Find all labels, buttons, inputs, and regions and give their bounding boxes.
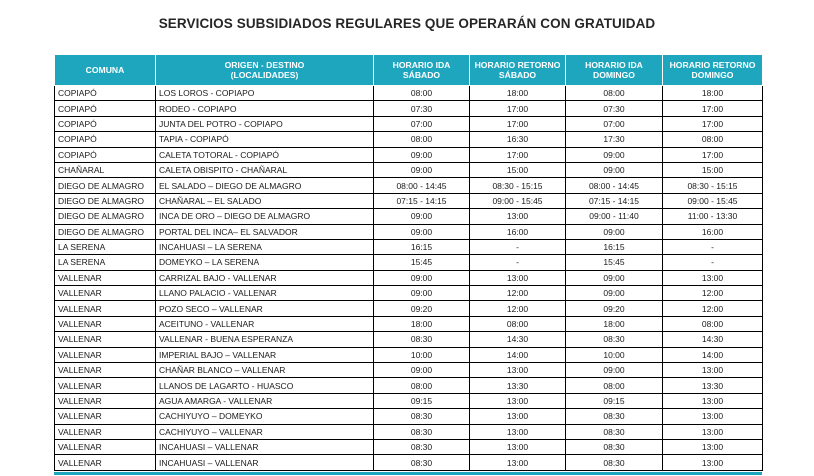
- cell-origen-destino: CHAÑAR BLANCO – VALLENAR: [156, 363, 374, 378]
- cell-ida-domingo: 16:15: [566, 239, 663, 254]
- cell-ida-sabado: 09:20: [374, 301, 470, 316]
- cell-ida-sabado: 15:45: [374, 255, 470, 270]
- cell-ida-domingo: 07:15 - 14:15: [566, 193, 663, 208]
- cell-comuna: VALLENAR: [55, 378, 156, 393]
- cell-retorno-domingo: 13:00: [663, 393, 763, 408]
- cell-comuna: LA SERENA: [55, 255, 156, 270]
- cell-origen-destino: INCA DE ORO – DIEGO DE ALMAGRO: [156, 209, 374, 224]
- cell-ida-domingo: 08:30: [566, 455, 663, 470]
- table-row: [55, 393, 763, 408]
- cell-origen-destino: RODEO - COPIAPO: [156, 101, 374, 116]
- table-row: [55, 332, 763, 347]
- cell-ida-domingo: 09:00: [566, 162, 663, 177]
- cell-comuna: COPIAPÓ: [55, 116, 156, 131]
- cell-ida-sabado: 07:15 - 14:15: [374, 193, 470, 208]
- cell-retorno-sabado: -: [470, 239, 566, 254]
- cell-ida-sabado: 09:00: [374, 270, 470, 285]
- cell-origen-destino: CALETA OBISPITO - CHAÑARAL: [156, 162, 374, 177]
- cell-origen-destino: CARRIZAL BAJO - VALLENAR: [156, 270, 374, 285]
- cell-comuna: VALLENAR: [55, 409, 156, 424]
- cell-comuna: VALLENAR: [55, 316, 156, 331]
- cell-ida-domingo: 08:00: [566, 86, 663, 101]
- table-row: [55, 301, 763, 316]
- cell-origen-destino: JUNTA DEL POTRO - COPIAPO: [156, 116, 374, 131]
- cell-ida-sabado: 07:00: [374, 116, 470, 131]
- cell-retorno-sabado: 18:00: [470, 86, 566, 101]
- cell-ida-sabado: 09:00: [374, 286, 470, 301]
- cell-retorno-domingo: 13:00: [663, 424, 763, 439]
- cell-origen-destino: TAPIA - COPIAPÓ: [156, 132, 374, 147]
- cell-ida-domingo: 08:30: [566, 424, 663, 439]
- cell-retorno-sabado: 09:00 - 15:45: [470, 193, 566, 208]
- cell-comuna: VALLENAR: [55, 393, 156, 408]
- cell-ida-sabado: 08:30: [374, 439, 470, 454]
- cell-origen-destino: CACHIYUYO – DOMEYKO: [156, 409, 374, 424]
- column-header-retorno-domingo: HORARIO RETORNO DOMINGO: [663, 55, 763, 86]
- cell-retorno-sabado: 16:30: [470, 132, 566, 147]
- cell-comuna: VALLENAR: [55, 270, 156, 285]
- table-row: [55, 162, 763, 177]
- cell-retorno-domingo: -: [663, 255, 763, 270]
- table-row: [55, 224, 763, 239]
- cell-retorno-sabado: 13:00: [470, 363, 566, 378]
- cell-comuna: DIEGO DE ALMAGRO: [55, 209, 156, 224]
- cell-origen-destino: INCAHUASI – VALLENAR: [156, 439, 374, 454]
- table-row: [55, 286, 763, 301]
- cell-ida-sabado: 08:30: [374, 424, 470, 439]
- cell-ida-sabado: 07:30: [374, 101, 470, 116]
- cell-comuna: COPIAPÓ: [55, 132, 156, 147]
- table-row: [55, 147, 763, 162]
- cell-retorno-sabado: 08:30 - 15:15: [470, 178, 566, 193]
- cell-ida-domingo: 09:00: [566, 270, 663, 285]
- cell-comuna: VALLENAR: [55, 424, 156, 439]
- cell-ida-domingo: 08:30: [566, 332, 663, 347]
- cell-ida-domingo: 09:00 - 11:40: [566, 209, 663, 224]
- cell-retorno-domingo: 13:30: [663, 378, 763, 393]
- cell-comuna: LA SERENA: [55, 239, 156, 254]
- cell-origen-destino: INCAHUASI – VALLENAR: [156, 455, 374, 470]
- cell-retorno-domingo: 15:00: [663, 162, 763, 177]
- cell-retorno-sabado: 13:00: [470, 409, 566, 424]
- column-header-ida-sabado: HORARIO IDA SÁBADO: [374, 55, 470, 86]
- cell-ida-sabado: 09:15: [374, 393, 470, 408]
- cell-ida-sabado: 16:15: [374, 239, 470, 254]
- cell-retorno-sabado: 15:00: [470, 162, 566, 177]
- cell-retorno-sabado: 13:00: [470, 424, 566, 439]
- cell-retorno-sabado: 17:00: [470, 101, 566, 116]
- cell-origen-destino: IMPERIAL BAJO – VALLENAR: [156, 347, 374, 362]
- table-row: [55, 193, 763, 208]
- cell-ida-domingo: 07:00: [566, 116, 663, 131]
- cell-retorno-domingo: 09:00 - 15:45: [663, 193, 763, 208]
- cell-ida-sabado: 08:00: [374, 86, 470, 101]
- cell-retorno-domingo: 13:00: [663, 363, 763, 378]
- cell-origen-destino: CACHIYUYO – VALLENAR: [156, 424, 374, 439]
- table-row: [55, 116, 763, 131]
- cell-ida-sabado: 08:00: [374, 132, 470, 147]
- cell-ida-sabado: 08:00 - 14:45: [374, 178, 470, 193]
- cell-ida-domingo: 18:00: [566, 316, 663, 331]
- cell-ida-domingo: 17:30: [566, 132, 663, 147]
- cell-retorno-domingo: 18:00: [663, 86, 763, 101]
- column-header-comuna: COMUNA: [55, 55, 156, 86]
- cell-ida-domingo: 10:00: [566, 347, 663, 362]
- cell-ida-sabado: 08:30: [374, 455, 470, 470]
- table-row: [55, 409, 763, 424]
- cell-retorno-sabado: -: [470, 255, 566, 270]
- bottom-divider: [54, 472, 762, 475]
- cell-comuna: COPIAPÓ: [55, 101, 156, 116]
- column-header-ida-domingo: HORARIO IDA DOMINGO: [566, 55, 663, 86]
- table-row: [55, 101, 763, 116]
- cell-ida-domingo: 09:15: [566, 393, 663, 408]
- table-row: [55, 178, 763, 193]
- cell-ida-domingo: 08:30: [566, 409, 663, 424]
- cell-retorno-sabado: 13:30: [470, 378, 566, 393]
- page-title: SERVICIOS SUBSIDIADOS REGULARES QUE OPERARÁN CON GRATUIDAD: [158, 16, 656, 31]
- cell-retorno-domingo: 13:00: [663, 455, 763, 470]
- cell-origen-destino: VALLENAR - BUENA ESPERANZA: [156, 332, 374, 347]
- cell-retorno-sabado: 17:00: [470, 116, 566, 131]
- cell-retorno-domingo: 13:00: [663, 409, 763, 424]
- cell-retorno-domingo: 14:30: [663, 332, 763, 347]
- cell-ida-sabado: 09:00: [374, 363, 470, 378]
- cell-origen-destino: LOS LOROS - COPIAPO: [156, 86, 374, 101]
- cell-ida-sabado: 08:00: [374, 378, 470, 393]
- cell-comuna: VALLENAR: [55, 439, 156, 454]
- column-header-retorno-sabado: HORARIO RETORNO SÁBADO: [470, 55, 566, 86]
- cell-retorno-domingo: 16:00: [663, 224, 763, 239]
- cell-retorno-domingo: 08:00: [663, 316, 763, 331]
- cell-comuna: VALLENAR: [55, 455, 156, 470]
- table-row: [55, 132, 763, 147]
- cell-origen-destino: LLANOS DE LAGARTO - HUASCO: [156, 378, 374, 393]
- cell-retorno-sabado: 14:30: [470, 332, 566, 347]
- cell-retorno-domingo: 17:00: [663, 147, 763, 162]
- cell-origen-destino: EL SALADO – DIEGO DE ALMAGRO: [156, 178, 374, 193]
- cell-ida-sabado: 09:00: [374, 147, 470, 162]
- cell-comuna: VALLENAR: [55, 301, 156, 316]
- cell-retorno-domingo: 12:00: [663, 301, 763, 316]
- cell-retorno-domingo: 13:00: [663, 270, 763, 285]
- cell-comuna: VALLENAR: [55, 286, 156, 301]
- cell-origen-destino: AGUA AMARGA - VALLENAR: [156, 393, 374, 408]
- cell-retorno-sabado: 13:00: [470, 439, 566, 454]
- cell-comuna: VALLENAR: [55, 347, 156, 362]
- cell-retorno-sabado: 13:00: [470, 209, 566, 224]
- cell-comuna: DIEGO DE ALMAGRO: [55, 178, 156, 193]
- cell-retorno-domingo: 11:00 - 13:30: [663, 209, 763, 224]
- table-header-row: [55, 55, 763, 86]
- cell-ida-sabado: 08:30: [374, 332, 470, 347]
- cell-retorno-sabado: 14:00: [470, 347, 566, 362]
- cell-ida-domingo: 09:00: [566, 363, 663, 378]
- cell-retorno-domingo: 17:00: [663, 101, 763, 116]
- table-row: [55, 363, 763, 378]
- table-row: [55, 439, 763, 454]
- table-row: [55, 455, 763, 470]
- table-row: [55, 378, 763, 393]
- cell-retorno-domingo: 08:30 - 15:15: [663, 178, 763, 193]
- cell-ida-domingo: 09:00: [566, 286, 663, 301]
- cell-retorno-domingo: 12:00: [663, 286, 763, 301]
- cell-retorno-sabado: 12:00: [470, 286, 566, 301]
- cell-retorno-domingo: 17:00: [663, 116, 763, 131]
- cell-ida-sabado: 09:00: [374, 209, 470, 224]
- cell-retorno-domingo: 08:00: [663, 132, 763, 147]
- schedule-table: [54, 54, 763, 471]
- cell-ida-domingo: 08:00: [566, 378, 663, 393]
- cell-origen-destino: POZO SECO – VALLENAR: [156, 301, 374, 316]
- cell-comuna: COPIAPÓ: [55, 147, 156, 162]
- cell-retorno-sabado: 12:00: [470, 301, 566, 316]
- cell-ida-domingo: 09:00: [566, 147, 663, 162]
- cell-retorno-sabado: 16:00: [470, 224, 566, 239]
- cell-comuna: DIEGO DE ALMAGRO: [55, 193, 156, 208]
- cell-ida-sabado: 18:00: [374, 316, 470, 331]
- cell-retorno-sabado: 17:00: [470, 147, 566, 162]
- cell-ida-domingo: 15:45: [566, 255, 663, 270]
- cell-ida-domingo: 08:30: [566, 439, 663, 454]
- cell-comuna: CHAÑARAL: [55, 162, 156, 177]
- cell-retorno-sabado: 13:00: [470, 393, 566, 408]
- cell-comuna: DIEGO DE ALMAGRO: [55, 224, 156, 239]
- cell-retorno-domingo: -: [663, 239, 763, 254]
- cell-comuna: VALLENAR: [55, 363, 156, 378]
- table-row: [55, 86, 763, 101]
- cell-retorno-domingo: 14:00: [663, 347, 763, 362]
- cell-comuna: COPIAPÓ: [55, 86, 156, 101]
- cell-ida-domingo: 09:00: [566, 224, 663, 239]
- cell-ida-sabado: 09:00: [374, 162, 470, 177]
- cell-ida-domingo: 08:00 - 14:45: [566, 178, 663, 193]
- cell-origen-destino: CALETA TOTORAL - COPIAPÓ: [156, 147, 374, 162]
- table-row: [55, 270, 763, 285]
- cell-comuna: VALLENAR: [55, 332, 156, 347]
- column-header-origen-destino: ORIGEN - DESTINO (LOCALIDADES): [156, 55, 374, 86]
- cell-ida-sabado: 08:30: [374, 409, 470, 424]
- cell-origen-destino: CHAÑARAL – EL SALADO: [156, 193, 374, 208]
- cell-origen-destino: LLANO PALACIO - VALLENAR: [156, 286, 374, 301]
- cell-retorno-sabado: 13:00: [470, 270, 566, 285]
- cell-origen-destino: DOMEYKO – LA SERENA: [156, 255, 374, 270]
- cell-retorno-domingo: 13:00: [663, 439, 763, 454]
- cell-ida-sabado: 09:00: [374, 224, 470, 239]
- table-row: [55, 239, 763, 254]
- cell-retorno-sabado: 13:00: [470, 455, 566, 470]
- cell-retorno-sabado: 08:00: [470, 316, 566, 331]
- cell-ida-sabado: 10:00: [374, 347, 470, 362]
- table-row: [55, 209, 763, 224]
- table-row: [55, 424, 763, 439]
- cell-origen-destino: ACEITUNO - VALLENAR: [156, 316, 374, 331]
- table-row: [55, 316, 763, 331]
- cell-origen-destino: PORTAL DEL INCA– EL SALVADOR: [156, 224, 374, 239]
- table-row: [55, 347, 763, 362]
- table-row: [55, 255, 763, 270]
- table-body: [55, 86, 763, 471]
- cell-ida-domingo: 07:30: [566, 101, 663, 116]
- cell-origen-destino: INCAHUASI – LA SERENA: [156, 239, 374, 254]
- cell-ida-domingo: 09:20: [566, 301, 663, 316]
